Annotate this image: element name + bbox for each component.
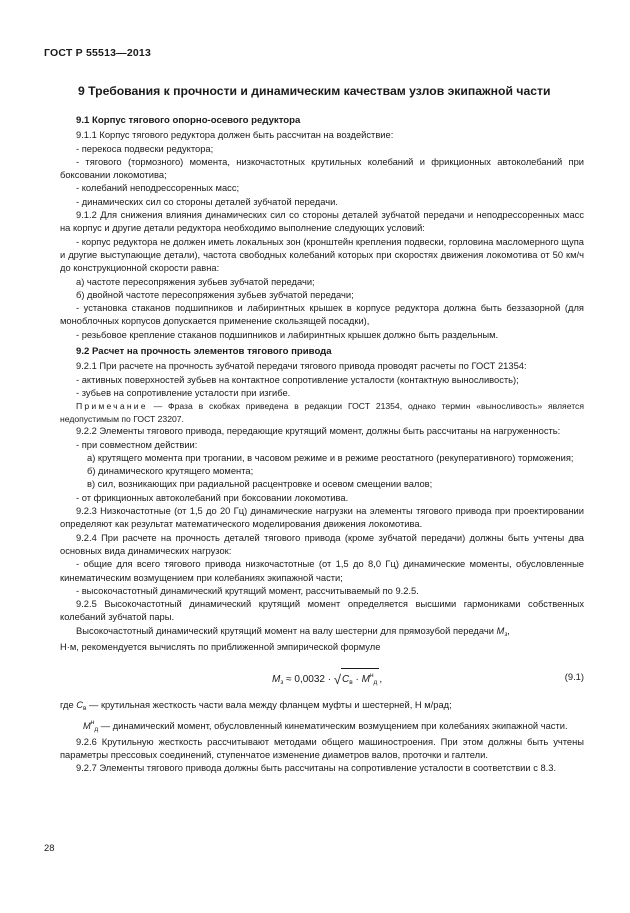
note-text: — Фраза в скобках приведена в редакции ГОСТ 21354, однако термин «выносливость» является недопустимым по ГОСТ 23207. bbox=[60, 401, 584, 424]
paragraph-9-2-6: 9.2.6 Крутильную жесткость рассчитывают методами общего машиностроения. При этом должны быть учтены параметры прессовых соединений, ступенчатое изменение диаметров валов, проточки и галтели. bbox=[60, 736, 584, 761]
list-item: - общие для всего тягового привода низкочастотные (от 1,5 до 8,0 Гц) динамические моменты, обусловленные кинематическим возмущением при колебаниях экипажной части; bbox=[60, 559, 584, 583]
paragraph-9-2-1: 9.2.1 При расчете на прочность зубчатой передачи тягового привода проводят расчеты по ГОСТ 21354: bbox=[76, 361, 527, 372]
list-item: - при совместном действии: bbox=[76, 439, 198, 450]
where-clause-cv: где $C_в$ — крутильная жесткость части вала между фланцем муфты и шестерней, Н м/рад; bbox=[60, 700, 452, 713]
list-item: - высокочастотный динамический крутящий момент, рассчитываемый по 9.2.5. bbox=[76, 585, 419, 596]
page-number: 28 bbox=[44, 843, 55, 853]
paragraph-9-2-3: 9.2.3 Низкочастотные (от 1,5 до 20 Гц) динамические нагрузки на элементы тягового привода при проектировании определяют как результат математического моделирования движения локомотива. bbox=[60, 506, 584, 530]
paragraph-9-2-5: 9.2.5 Высокочастотный динамический крутящий момент определяется высшими гармониками собственных колебаний зубчатой пары. bbox=[60, 599, 584, 623]
list-item: - корпус редуктора не должен иметь локальных зон (кронштейн крепления подвески, горловина масломерного щупа и другие выступающие детали), частота свободных колебаний которых при скоростях движения локомотива от 50 км/ч до конструкционной скорости равна: bbox=[60, 236, 584, 274]
formula-expression: $M_з \approx 0,0032 \cdot √C_в \cdot M^н_д$ , bbox=[272, 668, 382, 689]
list-item: - зубьев на сопротивление усталости при изгибе. bbox=[76, 387, 291, 398]
document-body bbox=[60, 111, 584, 776]
paragraph-9-2-4: 9.2.4 При расчете на прочность деталей тягового привода (кроме зубчатой передачи) должны быть учтены два основных вида динамических нагрузок: bbox=[60, 532, 584, 556]
sqrt-icon: √ bbox=[333, 672, 342, 688]
subsection-title-9-1: 9.1 Корпус тягового опорно-осевого редуктора bbox=[76, 115, 301, 126]
standard-header: ГОСТ Р 55513—2013 bbox=[44, 47, 152, 59]
list-item: б) двойной частоте пересопряжения зубьев зубчатой передачи; bbox=[76, 289, 354, 300]
list-item: - тягового (тормозного) момента, низкочастотных крутильных колебаний и фрикционных автоколебаний при боксовании локомотива; bbox=[60, 156, 584, 181]
list-item: - резьбовое крепление стаканов подшипников и лабиринтных крышек должно быть раздельным. bbox=[76, 329, 499, 340]
list-item: б) динамического крутящего момента; bbox=[87, 466, 254, 477]
paragraph-9-1-2: 9.1.2 Для снижения влияния динамических сил со стороны деталей зубчатой передачи и неподрессоренных масс на корпус и другие детали редуктора необходимо выполнение следующих условий: bbox=[60, 210, 584, 234]
list-item: а) частоте пересопряжения зубьев зубчатой передачи; bbox=[76, 276, 315, 287]
list-item: - установка стаканов подшипников и лабиринтных крышек в корпусе редуктора должна быть беззазорной (для моноблочных корпусов допускается применение скользящей посадки), bbox=[60, 303, 584, 327]
note bbox=[60, 400, 584, 425]
formula-number: (9.1) bbox=[564, 672, 584, 683]
list-item: - активных поверхностей зубьев на контактное сопротивление усталости (контактную выносливость); bbox=[76, 374, 519, 385]
subsection-title-9-2: 9.2 Расчет на прочность элементов тягового привода bbox=[76, 346, 332, 358]
paragraph-9-2-2: 9.2.2 Элементы тягового привода, передающие крутящий момент, должны быть рассчитаны на нагруженность: bbox=[76, 426, 561, 437]
paragraph-formula-intro: Высокочастотный динамический крутящий момент на валу шестерни для прямозубой передачи $M_з$, Н·м, рекомендуется вычислять по приближенной эмпирической формуле bbox=[60, 625, 510, 652]
where-clause-md: $M^н_д$ — динамический момент, обусловленный кинематическим возмущением при колебаниях экипажной части. bbox=[83, 718, 568, 733]
note-label: Примечание bbox=[76, 401, 148, 412]
list-item: - перекоса подвески редуктора; bbox=[76, 143, 214, 154]
list-item: а) крутящего момента при трогании, в часовом режиме и в режиме реостатного (рекуперативного) торможения; bbox=[87, 452, 574, 463]
radicand: $C_в \cdot M^н_д$ bbox=[341, 668, 379, 689]
list-item: - от фрикционных автоколебаний при боксовании локомотива. bbox=[76, 492, 349, 503]
section-title: 9 Требования к прочности и динамическим качествам узлов экипажной части bbox=[78, 84, 551, 98]
list-item: - колебаний неподрессоренных масс; bbox=[76, 183, 240, 194]
paragraph-9-2-7: 9.2.7 Элементы тягового привода должны быть рассчитаны на сопротивление усталости в соответствии с 8.3. bbox=[76, 763, 557, 774]
paragraph-9-1-1: 9.1.1 Корпус тягового редуктора должен быть рассчитан на воздействие: bbox=[76, 130, 394, 141]
formula-9-1 bbox=[60, 659, 584, 697]
list-item: - динамических сил со стороны деталей зубчатой передачи. bbox=[76, 196, 338, 207]
symbol-mz: M bbox=[496, 625, 505, 636]
list-item: в) сил, возникающих при радиальной расцентровке и осевом смещении валов; bbox=[87, 479, 433, 490]
